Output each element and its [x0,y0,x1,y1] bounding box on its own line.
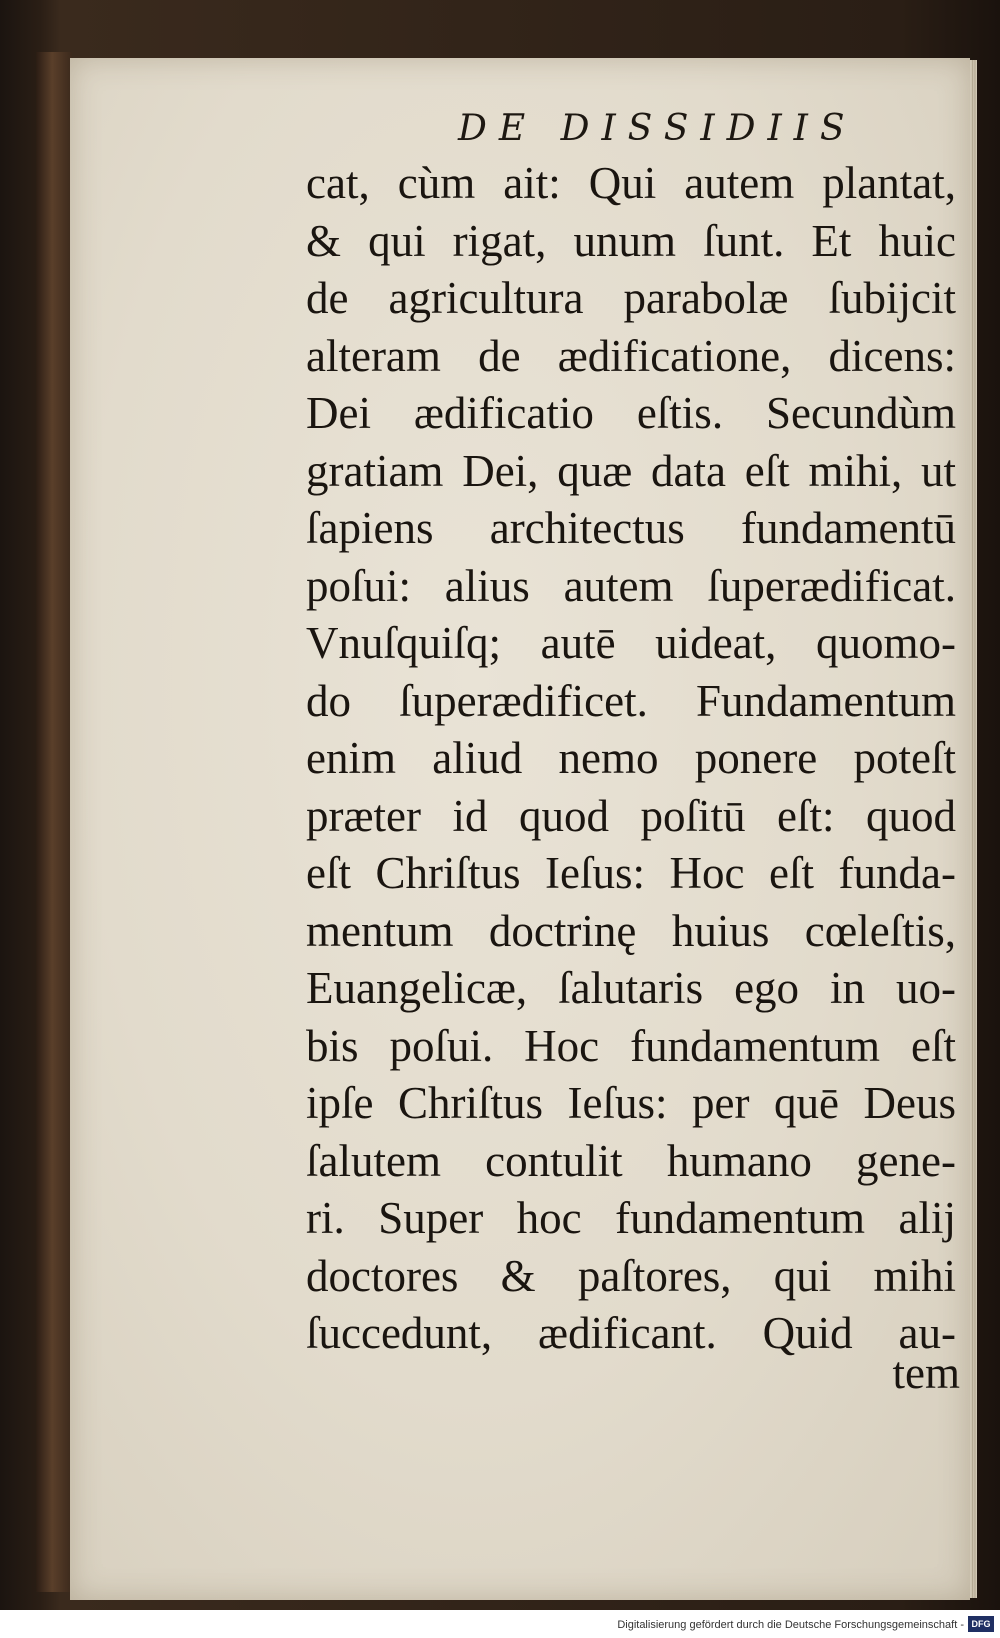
text-line: doctores & paſtores, qui mihi [306,1250,956,1301]
text-line: & qui rigat, unum ſunt. Et huic [306,215,956,266]
text-line: do ſuperædificet. Fundamentum [306,675,956,726]
text-line: ipſe Chriſtus Ieſus: per quē Deus [306,1078,956,1128]
text-line: alteram de ædificatione, dicens: [306,330,956,381]
text-line: eſt Chriſtus Ieſus: Hoc eſt funda- [306,848,956,898]
text-line: Euangelicæ, ſalutaris ego in uo- [306,963,956,1013]
catchword: tem [892,1348,960,1398]
digitization-credit: Digitalisierung gefördert durch die Deutsche Forschungsgemeinschaft - [617,1619,964,1631]
text-line: Dei ædificatio eſtis. Secundùm [306,388,956,438]
text-line: mentum doctrinę huius cœleſtis, [306,905,956,956]
text-line: poſui: alius autem ſuperædificat. [306,560,956,611]
footer-bar [0,1610,1000,1638]
text-line: gratiam Dei, quæ data eſt mihi, ut [306,445,956,496]
text-line: de agricultura parabolæ ſubijcit [306,273,956,323]
body-text [306,155,956,1415]
text-line: cat, cùm ait: Qui autem plantat, [306,158,956,208]
text-line: ſalutem contulit humano gene- [306,1135,956,1186]
text-line: enim aliud nemo ponere poteſt [306,733,956,783]
running-head: DE DISSIDIIS [458,108,857,149]
text-line: Vnuſquiſq; autē uideat, quomo- [306,618,956,668]
dfg-logo: DFG [968,1616,994,1632]
text-line: ſapiens architectus fundamentū [306,503,956,553]
text-line: bis poſui. Hoc fundamentum eſt [306,1020,956,1071]
book-binding [36,52,72,1592]
text-line: ri. Super hoc fundamentum alij [306,1193,956,1243]
text-line: ſuccedunt, ædificant. Quid au- [306,1308,956,1358]
text-line: præter id quod poſitū eſt: quod [306,790,956,841]
